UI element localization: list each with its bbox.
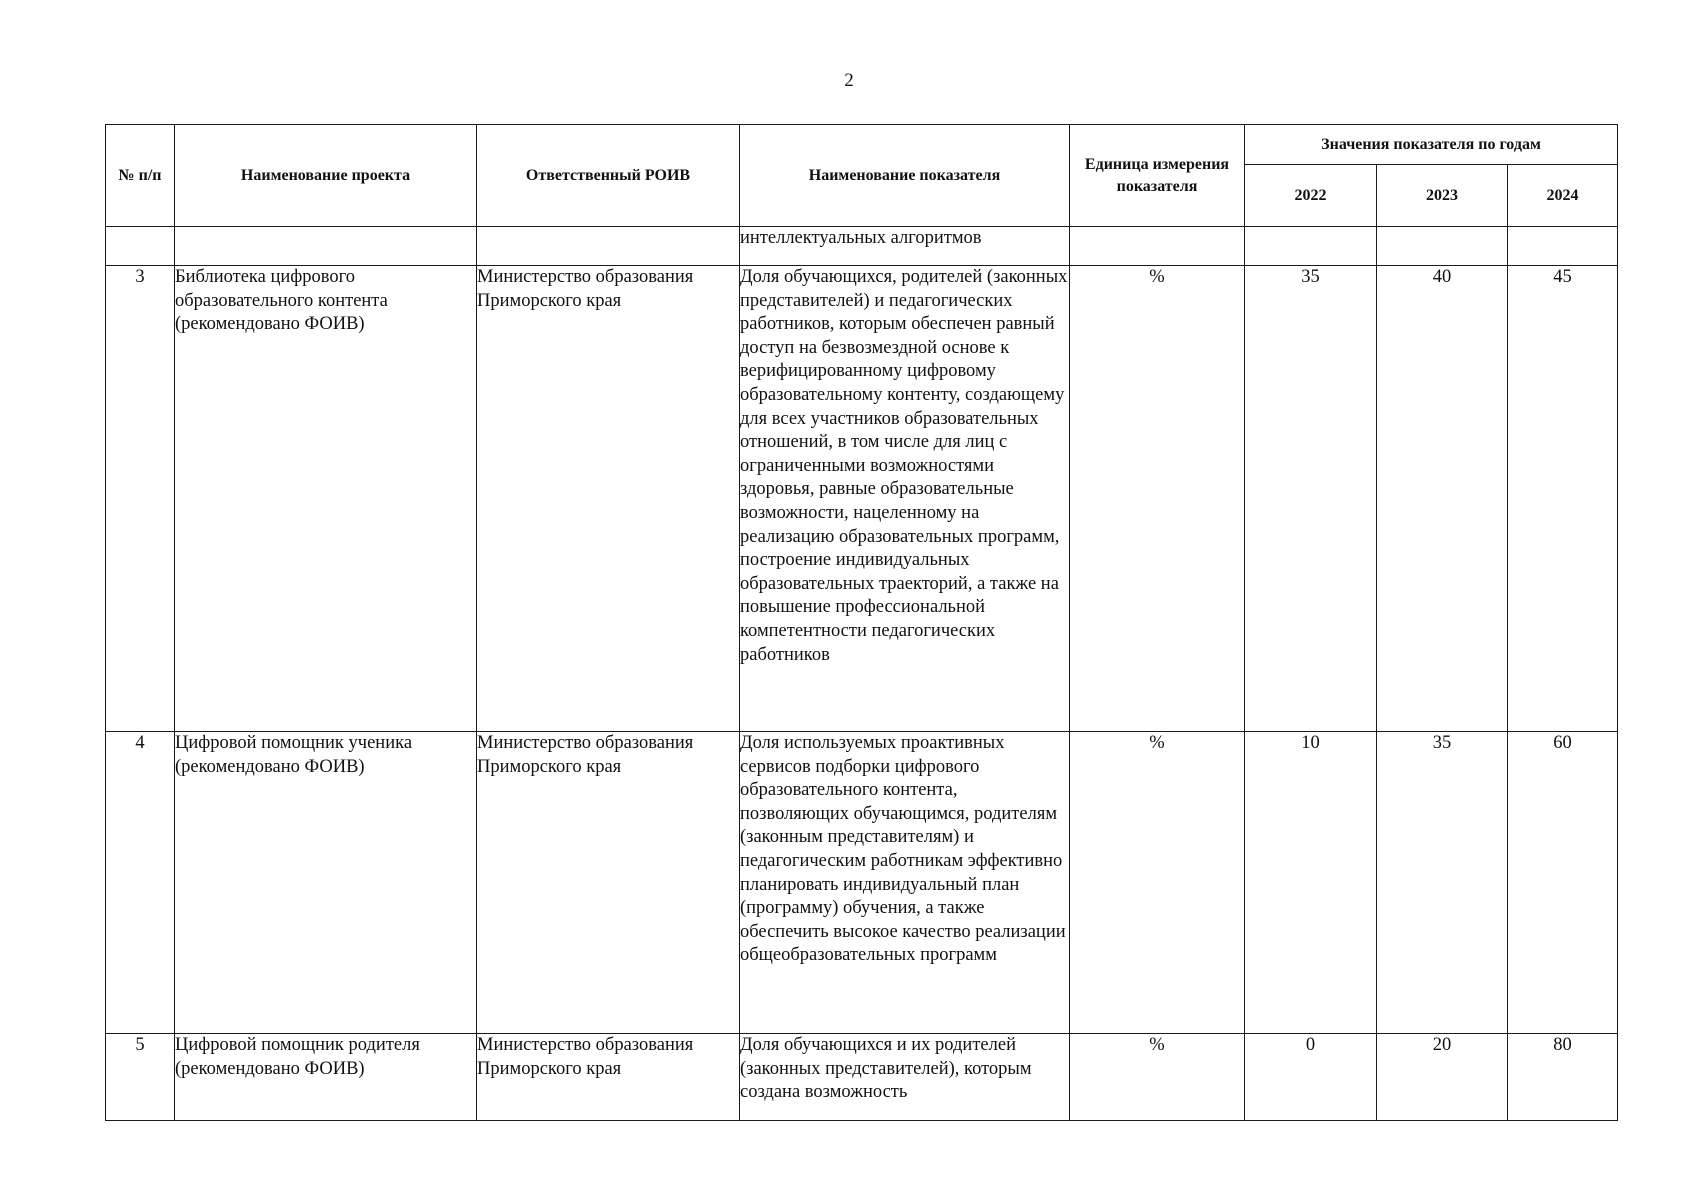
responsible-roiv: Министерство образования Приморского края xyxy=(477,266,740,732)
header-project: Наименование проекта xyxy=(175,125,477,227)
continuation-row xyxy=(106,227,1618,266)
responsible-roiv: Министерство образования Приморского края xyxy=(477,732,740,1034)
indicator-name: Доля обучающихся, родителей (законных представителей) и педагогических работников, которым обеспечен равный доступ на безвозмездной основе к верифицированному цифровому образовательному контенту, создающему для всех участников образовательных отношений, в том числе для лиц с ограниченными возможностями здоровья, равные образовательные возможности, нацеленному на реализацию образовательных программ, построение индивидуальных образовательных траекторий, а также на повышение профессиональной компетентности педагогических работников xyxy=(740,266,1070,732)
project-name: Цифровой помощник родителя (рекомендовано ФОИВ) xyxy=(175,1034,477,1121)
value-2024: 45 xyxy=(1508,266,1618,732)
indicator-name: интеллектуальных алгоритмов xyxy=(740,227,1070,266)
indicator-name: Доля обучающихся и их родителей (законных представителей), которым создана возможность xyxy=(740,1034,1070,1121)
row-num: 4 xyxy=(106,732,175,1034)
responsible-roiv: Министерство образования Приморского края xyxy=(477,1034,740,1121)
indicators-table xyxy=(105,124,1618,1121)
header-roiv: Ответственный РОИВ xyxy=(477,125,740,227)
project-name: Цифровой помощник ученика (рекомендовано ФОИВ) xyxy=(175,732,477,1034)
value-2024 xyxy=(1508,227,1618,266)
value-2022: 0 xyxy=(1245,1034,1377,1121)
unit xyxy=(1070,227,1245,266)
row-num: 5 xyxy=(106,1034,175,1121)
value-2024: 60 xyxy=(1508,732,1618,1034)
header-years-group: Значения показателя по годам xyxy=(1245,125,1618,165)
responsible-roiv xyxy=(477,227,740,266)
table-row xyxy=(106,732,1618,1034)
indicator-name: Доля используемых проактивных сервисов подборки цифрового образовательного контента, позволяющих обучающимся, родителям (законным представителям) и педагогическим работникам эффективно планировать индивидуальный план (программу) обучения, а также обеспечить высокое качество реализации общеобразовательных программ xyxy=(740,732,1070,1034)
project-name xyxy=(175,227,477,266)
header-unit: Единица измерения показателя xyxy=(1070,125,1245,227)
page-number: 2 xyxy=(844,70,854,91)
value-2023: 40 xyxy=(1377,266,1508,732)
header-year-2024: 2024 xyxy=(1508,165,1618,227)
header-year-2022: 2022 xyxy=(1245,165,1377,227)
unit: % xyxy=(1070,266,1245,732)
value-2023 xyxy=(1377,227,1508,266)
value-2023: 20 xyxy=(1377,1034,1508,1121)
table-row xyxy=(106,1034,1618,1121)
header-num: № п/п xyxy=(106,125,175,227)
value-2024: 80 xyxy=(1508,1034,1618,1121)
value-2022 xyxy=(1245,227,1377,266)
header-row xyxy=(106,125,1618,165)
value-2023: 35 xyxy=(1377,732,1508,1034)
header-indicator: Наименование показателя xyxy=(740,125,1070,227)
project-name: Библиотека цифрового образовательного контента (рекомендовано ФОИВ) xyxy=(175,266,477,732)
value-2022: 35 xyxy=(1245,266,1377,732)
unit: % xyxy=(1070,732,1245,1034)
header-year-2023: 2023 xyxy=(1377,165,1508,227)
unit: % xyxy=(1070,1034,1245,1121)
table-row xyxy=(106,266,1618,732)
value-2022: 10 xyxy=(1245,732,1377,1034)
row-num: 3 xyxy=(106,266,175,732)
row-num xyxy=(106,227,175,266)
